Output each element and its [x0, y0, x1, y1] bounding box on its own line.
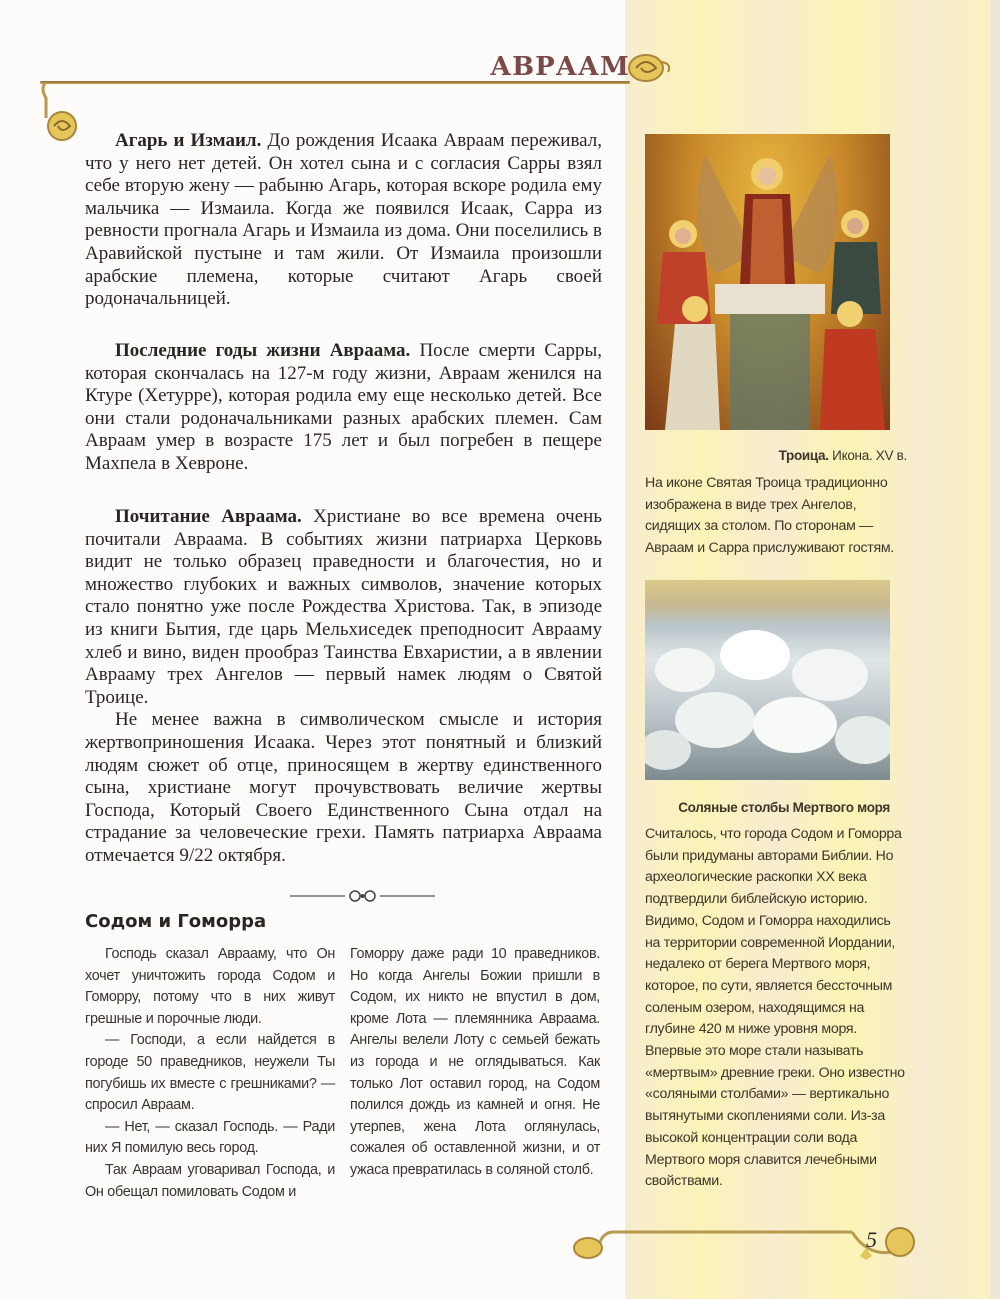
section-hagar-ishmael — [85, 130, 602, 311]
paragraph: Так Авраам уговаривал Господа, и Он обещал помиловать Содом и — [85, 1161, 335, 1200]
salt-pillars-description: Считалось, что города Содом и Гоморра были придуманы авторами Библии. Но археологические раскопки XX века подтвердили библейскую историю. Видимо, Содом и Гоморра находились на территории современной Иордании, недалеко от берега Мертвого моря, которое, по сути, является бессточным соленым озером, находящимся на глубине 420 м ниже уровня моря. Впервые это море стали называть «мертвым» древние греки. Оно известно «соляными столбами» — вертикально вытянутыми скоплениями соли. Из-за высокой концентрации соли вода Мертвого моря славится лечебными свойствами. — [645, 826, 905, 1190]
trinity-caption — [645, 448, 907, 463]
section-heading: Последние годы жизни Авраама. — [115, 340, 411, 361]
running-head-title: АВРААМ — [490, 52, 630, 82]
sodom-gomorrah-heading: Содом и Гоморра — [85, 911, 267, 932]
salt-pillars-caption: Соляные столбы Мертвого моря — [678, 800, 890, 815]
section-text: Христиане во все времена очень почитали Авраама. В событиях жизни патриарха Церковь видит не только образец праведности и благочестия, но и множество глубоких и важных символов, значение которых стало понятно уже после Рождества Христова. Так, в эпизоде из книги Бытия, где царь Мельхиседек преподносит Аврааму хлеб и вино, виден прообраз Таинства Евхаристии, а в явлении Аврааму трех Ангелов — первый намек людям о Святой Троице. — [85, 506, 603, 708]
sodom-column-2 — [350, 944, 600, 1182]
section-divider-ornament-icon — [290, 886, 435, 906]
trinity-icon-image — [645, 134, 890, 430]
page-number: 5 — [866, 1227, 877, 1252]
caption-detail: Икона. XV в. — [832, 448, 907, 463]
salt-pillars-image — [645, 580, 890, 780]
paragraph: Господь сказал Аврааму, что Он хочет уничтожить города Содом и Гоморру, потому что в них живут грешные и порочные люди. — [85, 946, 335, 1027]
section-heading: Почитание Авраама. — [115, 506, 302, 527]
section-heading: Агарь и Измаил. — [115, 130, 262, 151]
section-text: После смерти Сарры, которая скончалась на 127-м году жизни, Авраам женился на Ктуре (Хетурре), которая родила ему еще несколько детей. Все они стали родоначальниками разных арабских племен. Сам Авраам умер в возрасте 175 лет и был погребен в пещере Махпела в Хевроне. — [85, 340, 602, 474]
header-left-ornament-icon — [38, 78, 88, 148]
paragraph: Гоморру даже ради 10 праведников. Но когда Ангелы Божии пришли в Содом, их никто не впустил в дом, кроме Лота — племянника Авраама. Ангелы велели Лоту с семьей бежать из города и не оглядываться. Как только Лот оставил город, на Содом полился дождь из камней и огня. Не утерпев, жена Лота оглянулась, сожалея об оставленной жизни, и от ужаса превратилась в соляной столб. — [350, 946, 600, 1178]
page-edge — [990, 0, 1000, 1299]
section-paragraph: Не менее важна в символическом смысле и история жертвоприношения Исаака. Через этот понятный и близкий людям сюжет об отце, приносящем в жертву единственного сына, христиане могут прочувствовать величие жертвы Господа, Который Своего Единственного Сына отдал на страдание за человеческие грехи. Память патриарха Авраама отмечается 9/22 октября. — [85, 709, 602, 866]
section-text: До рождения Исаака Авраам переживал, что у него нет детей. Он хотел сына и с согласия Сарры взял себе вторую жену — рабыню Агарь, которая вскоре родила ему мальчика — Измаила. Когда же появился Исаак, Сарра из ревности прогнала Агарь и Измаила из дома. Они поселились в Аравийской пустыне и там жили. От Измаила произошли арабские племена, которые считают Агарь своей родоначальницей. — [85, 130, 603, 310]
paragraph: — Господи, а если найдется в городе 50 праведников, неужели Ты погубишь их вместе с грешниками? — спросил Авраам. — [85, 1032, 335, 1114]
salt-crystals-illustration — [645, 580, 890, 780]
paragraph: — Нет, — сказал Господь. — Ради них Я помилую весь город. — [85, 1118, 335, 1157]
section-last-years — [85, 340, 602, 476]
trinity-description: На иконе Святая Троица традиционно изображена в виде трех Ангелов, сидящих за столом. По сторонам — Авраам и Сарра прислуживают гостям. — [645, 475, 894, 557]
header-right-ornament-icon — [626, 50, 676, 86]
trinity-icon-illustration — [645, 134, 890, 430]
caption-title: Троица. — [778, 448, 829, 463]
section-veneration — [85, 506, 602, 868]
sodom-column-1 — [85, 944, 335, 1203]
